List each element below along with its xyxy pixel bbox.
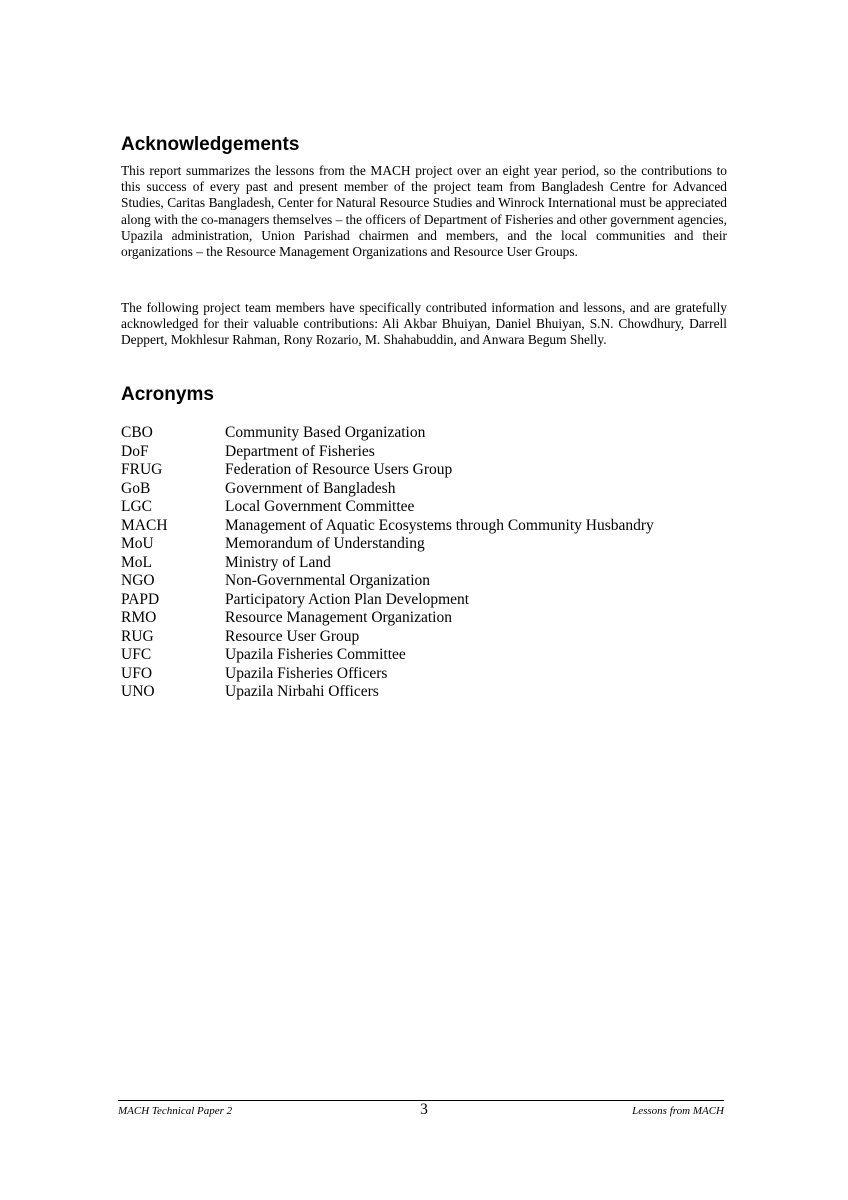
acronym-abbr: RMO — [121, 609, 157, 626]
acronym-definition: Local Government Committee — [225, 498, 415, 515]
acronym-abbr: MACH — [121, 516, 168, 534]
acronym-abbr: GoB — [121, 479, 151, 497]
acronym-definition: Department of Fisheries — [225, 442, 375, 460]
acronym-row — [121, 665, 741, 684]
acronym-row — [121, 591, 741, 610]
acronyms-list — [121, 424, 741, 702]
acronym-abbr: LGC — [121, 498, 152, 515]
acronym-definition: Community Based Organization — [225, 424, 426, 441]
acronym-definition: Memorandum of Understanding — [225, 535, 425, 552]
acronym-definition: Resource User Group — [225, 627, 360, 645]
acronym-abbr: DoF — [121, 442, 149, 460]
acknowledgements-paragraph-1: This report summarizes the lessons from the MACH project over an eight year period, so the contributions to this success of every past and present member of the project team from Bangladesh Centre for Advanced Studies, Caritas Bangladesh, Center for Natural Resource Studies and Winrock International must be appreciated along with the co-managers themselves – the officers of Department of Fisheries and other government agencies, Upazila administration, Union Parishad chairmen and members, and the local communities and their organizations – the Resource Management Organizations and Resource User Groups. — [121, 163, 727, 260]
acronym-row — [121, 424, 741, 443]
acronym-definition: Non-Governmental Organization — [225, 572, 431, 589]
acronym-abbr: UNO — [121, 683, 155, 700]
acronym-row — [121, 535, 741, 554]
acronym-abbr: RUG — [121, 627, 154, 645]
acknowledgements-heading: Acknowledgements — [121, 134, 300, 155]
page-number: 3 — [420, 1101, 428, 1118]
acronym-definition: Resource Management Organization — [225, 609, 452, 626]
acronym-row — [121, 683, 741, 702]
acronym-row — [121, 498, 741, 517]
acronym-abbr: MoL — [121, 553, 152, 571]
acronym-row — [121, 609, 741, 628]
acronym-definition: Federation of Resource Users Group — [225, 461, 453, 478]
acronym-abbr: NGO — [121, 572, 155, 589]
acronym-row — [121, 480, 741, 499]
acronym-row — [121, 628, 741, 647]
acronym-definition: Upazila Fisheries Officers — [225, 664, 388, 682]
acronyms-heading: Acronyms — [121, 384, 214, 405]
acronym-row — [121, 517, 741, 536]
acronym-row — [121, 461, 741, 480]
acronym-row — [121, 443, 741, 462]
acronym-definition: Ministry of Land — [225, 553, 331, 571]
acronym-abbr: FRUG — [121, 461, 163, 478]
footer-series-title: MACH Technical Paper 2 — [118, 1105, 233, 1117]
acronym-definition: Upazila Nirbahi Officers — [225, 683, 379, 700]
acknowledgements-paragraph-2: The following project team members have specifically contributed information and lessons, and are gratefully acknowledged for their valuable contributions: Ali Akbar Bhuiyan, Daniel Bhuiyan, S.N. Chowdhury, Darrell Deppert, Mokhlesur Rahman, Rony Rozario, M. Shahabuddin, and Anwara Begum Shelly. — [121, 300, 727, 348]
acronym-definition: Upazila Fisheries Committee — [225, 646, 406, 663]
acronym-definition: Government of Bangladesh — [225, 479, 396, 497]
acronym-row — [121, 572, 741, 591]
acronym-abbr: MoU — [121, 535, 154, 552]
acronym-abbr: UFO — [121, 664, 153, 682]
acronym-row — [121, 646, 741, 665]
acronym-abbr: UFC — [121, 646, 152, 663]
footer-document-title: Lessons from MACH — [632, 1105, 724, 1117]
acronym-definition: Management of Aquatic Ecosystems through Community Husbandry — [225, 516, 654, 534]
acronym-abbr: CBO — [121, 424, 153, 441]
acronym-row — [121, 554, 741, 573]
acronym-abbr: PAPD — [121, 590, 160, 608]
acronym-definition: Participatory Action Plan Development — [225, 590, 470, 608]
